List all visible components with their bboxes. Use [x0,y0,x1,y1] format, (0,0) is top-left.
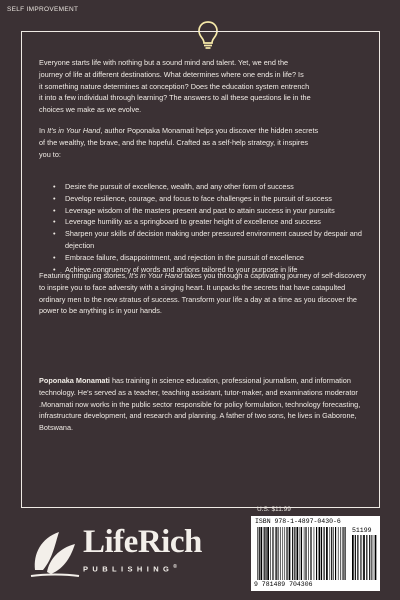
barcode-bar [300,527,301,580]
barcode-bar [311,527,312,580]
barcode [251,516,380,591]
intro-line: choices we make as we evolve. [39,105,142,115]
registered-mark: ® [173,564,177,570]
list-item: • Develop resilience, courage, and focus to face challenges in the pursuit of success [65,193,368,205]
author-intro-paragraph [39,125,368,160]
author-bio-text: has training in science education, professional journalism, and information technology. He's served as a teacher, teaching assistant, tutor-maker, and examinations moderator .Monamati now works in the public sector responsible for policy formulation, technology forecasting, infrastructure development, and research and planning. A father of two sons, he lives in Gaborone, Botswana. [39,376,361,433]
barcode-bar [270,527,271,580]
barcode-bar [371,535,372,580]
barcode-bar [314,527,315,580]
isbn-text: ISBN 978-1-4897-0430-6 [255,518,341,525]
barcode-bar [375,535,377,580]
barcode-bar [357,535,358,580]
list-item: • Desire the pursuit of excellence, wealth, and any other form of success [65,181,368,193]
barcode-bar [355,535,356,580]
barcode-bar [304,527,305,580]
intro-line: it into a few individual through learning? The answers to all these questions lie in the [39,93,311,103]
book-title: It's in Your Hand [129,271,183,280]
barcode-bar [362,535,363,580]
author-name: Poponaka Monamati [39,376,110,385]
barcode-bar [321,527,322,580]
barcode-bar [316,527,317,580]
barcode-bar [340,527,341,580]
barcode-bar [319,527,321,580]
publisher-leaf-icon [25,524,83,582]
barcode-bar [324,527,325,580]
featuring-paragraph [39,270,368,317]
list-item: • Leverage humility as a springboard to greater height of excellence and success [65,216,368,228]
barcode-bar [265,527,266,580]
barcode-bar [282,527,283,580]
barcode-bar [272,527,273,580]
barcode-bar [280,527,281,580]
barcode-bar [352,535,354,580]
barcode-bar [278,527,279,580]
author-intro-text: , author Poponaka Monamati helps you discover the hidden secrets [100,126,319,135]
barcode-bar [275,527,276,580]
author-intro-text: of the wealthy, the brave, and the hopeful. Crafted as a self-help strategy, it inspires [39,137,309,147]
author-bio-paragraph [39,375,368,434]
intro-paragraph [39,57,368,116]
featuring-lead: Featuring intriguing stories, [39,271,130,280]
barcode-bar [343,527,344,580]
intro-line: journey of life at different destinations. What determines where one ends in life? Is [39,69,304,79]
list-item: • Achieve congruency of words and actions tailored to your purpose in life [65,264,368,276]
book-title: It's in Your Hand [47,126,101,135]
barcode-bar [292,527,293,580]
barcode-bar [363,535,365,580]
barcode-bar [360,535,361,580]
barcode-bar [366,535,367,580]
addon-number: 51199 [352,527,372,534]
author-intro-text: you to: [39,149,61,159]
barcode-bar [294,527,295,580]
barcode-bar [284,527,285,580]
barcode-bar [264,527,265,580]
barcode-bar [308,527,309,580]
barcode-bar [289,527,291,580]
barcode-bar [369,535,370,580]
category-label: SELF IMPROVEMENT [7,6,79,13]
list-item: • Leverage wisdom of the masters present and past to attain success in your pursuits [65,205,368,217]
publisher-logo [25,524,202,586]
intro-line: it something nature determines at conception? Does the education system entrench [39,81,310,91]
barcode-bar [333,527,334,580]
barcode-bar [305,527,306,580]
barcode-bar [331,527,332,580]
list-item: • Sharpen your skills of decision making under pressured environment caused by despair and dejection [65,228,368,252]
barcode-bar [259,527,260,580]
barcode-bar [310,527,311,580]
barcode-bar [267,527,269,580]
price-label: U.S. $11.99 [257,506,291,513]
intro-line: Everyone starts life with nothing but a sound mind and talent. Yet, we end the [39,58,289,67]
featuring-text: takes you through a captivating journey of self-discovery to inspire you to face adversity with a singing heart. It unpacks the secrets that have catapulted ordinary men to the new stratus of success. Transform your life a day at a time as you discover the power to be anything is in your hands. [39,271,366,316]
list-item: • Embrace failure, disappointment, and rejection in the pursuit of excellence [65,252,368,264]
author-intro-lead: In [39,126,48,135]
publisher-name: LifeRich [83,524,202,560]
barcode-bar [345,527,346,580]
barcode-bar [301,527,302,580]
barcode-bar [286,527,287,580]
barcode-bar [342,527,343,580]
barcode-bar [276,527,277,580]
barcode-bar [261,527,263,580]
barcode-bar [326,527,328,580]
barcode-bar [335,527,336,580]
barcode-bar [338,527,339,580]
barcode-bar [257,527,258,580]
ean-number: 9 781489 704306 [254,581,313,588]
barcode-bar [330,527,331,580]
publisher-sub: PUBLISHING® [83,564,177,574]
benefits-list [65,181,368,275]
barcode-bar [297,527,299,580]
barcode-bar [373,535,374,580]
